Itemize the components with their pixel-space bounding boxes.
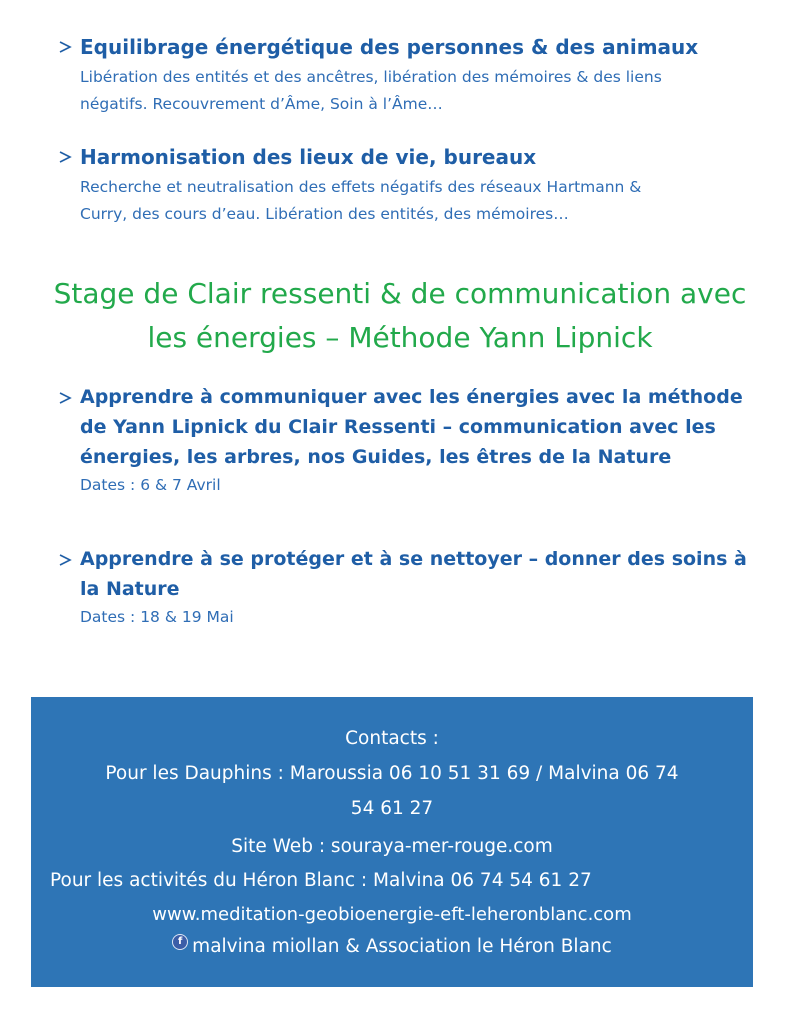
service-desc-line: négatifs. Recouvrement d’Âme, Soin à l’Âme… — [80, 95, 443, 113]
stage-item-title-line: la Nature — [80, 578, 180, 600]
stage-item-title-line: énergies, les arbres, nos Guides, les êtres de la Nature — [80, 446, 672, 468]
stage-title-line: les énergies – Méthode Yann Lipnick — [147, 321, 653, 354]
service-desc-line: Recherche et neutralisation des effets négatifs des réseaux Hartmann & — [80, 178, 642, 196]
service-desc-line: Libération des entités et des ancêtres, libération des mémoires & des liens — [80, 68, 662, 86]
contacts-dauphins-cont: 54 61 27 — [350, 798, 434, 819]
stage-item-title-line: de Yann Lipnick du Clair Ressenti – communication avec les — [80, 416, 716, 438]
arrow-bullet-icon — [58, 553, 72, 567]
contacts-site: Site Web : souraya-mer-rouge.com — [231, 836, 553, 857]
stage-title-line: Stage de Clair ressenti & de communication avec — [53, 277, 747, 310]
service-harmonisation — [58, 140, 768, 228]
arrow-bullet-icon — [58, 40, 72, 54]
contacts-heading: Contacts : — [345, 728, 439, 749]
stage-item-communiquer — [58, 382, 768, 498]
contacts-dauphins: Pour les Dauphins : Maroussia 06 10 51 31 69 / Malvina 06 74 — [105, 763, 679, 784]
service-equilibrage — [58, 30, 768, 118]
stage-item-proteger — [58, 544, 768, 630]
service-title: Harmonisation des lieux de vie, bureaux — [80, 145, 537, 169]
contacts-heron: Pour les activités du Héron Blanc : Malvina 06 74 54 61 27 — [50, 870, 592, 891]
contacts-facebook[interactable] — [31, 932, 753, 962]
stage-title — [20, 272, 780, 360]
arrow-bullet-icon — [58, 391, 72, 405]
service-title: Equilibrage énergétique des personnes & des animaux — [80, 35, 699, 59]
stage-item-dates: Dates : 6 & 7 Avril — [80, 476, 221, 494]
stage-item-dates: Dates : 18 & 19 Mai — [80, 608, 234, 626]
facebook-icon: f — [172, 934, 188, 950]
contacts-url[interactable]: www.meditation-geobioenergie-eft-leheronblanc.com — [152, 904, 632, 925]
stage-item-title-line: Apprendre à se protéger et à se nettoyer – donner des soins à — [80, 548, 747, 570]
service-desc-line: Curry, des cours d’eau. Libération des entités, des mémoires… — [80, 205, 569, 223]
contacts-facebook-label: malvina miollan & Association le Héron Blanc — [192, 936, 612, 957]
arrow-bullet-icon — [58, 150, 72, 164]
stage-item-title-line: Apprendre à communiquer avec les énergies avec la méthode — [80, 386, 743, 408]
contacts-box — [31, 697, 753, 987]
